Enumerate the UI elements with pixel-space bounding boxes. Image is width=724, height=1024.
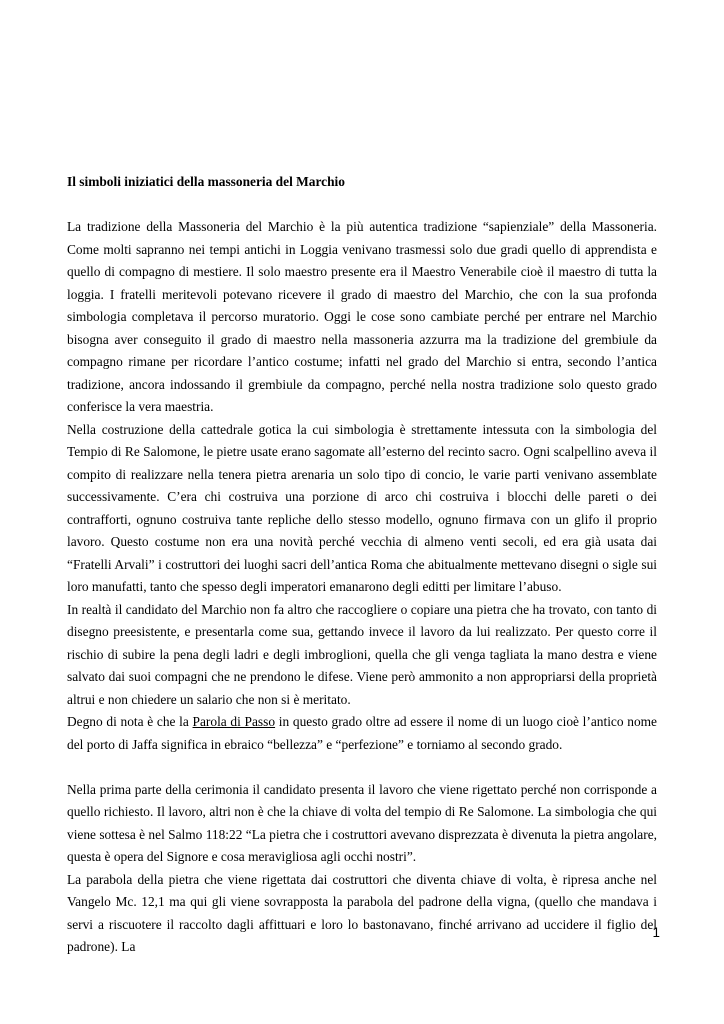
parola-di-passo-link[interactable]: Parola di Passo: [192, 714, 276, 729]
paragraph-3: In realtà il candidato del Marchio non fa altro che raccogliere o copiare una pietra che ha trovato, con tanto di disegno preesistente, e presentarla come sua, gettando invece il lavoro da lui realizzato. Per questo corre il rischio di subire la pena degli ladri e degli imbroglioni, quella che gli venga tagliata la mano destra e viene salvato dai suoi compagni che ne prendono le difese. Viene però ammonito a non appropriarsi della proprietà altrui e non chiedere un salario che non si è meritato.: [67, 601, 657, 707]
paragraph-5: Nella prima parte della cerimonia il candidato presenta il lavoro che viene rigettato perché non corrisponde a quello richiesto. Il lavoro, altri non è che la chiave di volta del tempio di Re Salomone. La simbologia che qui viene sottesa è nel Salmo 118:22 “La pietra che i costruttori avevano disprezzata è divenuta la pietra angolare, questa è opera del Signore e cosa meravigliosa agli occhi nostri”.: [67, 781, 657, 864]
paragraph-6: La parabola della pietra che viene rigettata dai costruttori che diventa chiave di volta, è ripresa anche nel Vangelo Mc. 12,1 ma qui gli viene sovrapposta la parabola del padrone della vigna, (quello che mandava i servi a riscuotere il raccolto dagli affittuari e loro lo bastonavano, finché arrivano ad uccidere il figlio del padrone). La: [67, 871, 657, 954]
paragraph-gap: [67, 756, 657, 779]
paragraph-2: Nella costruzione della cattedrale gotica la cui simbologia è strettamente intessuta con la simbologia del Tempio di Re Salomone, le pietre usate erano sagomate all’esterno del recinto sacro. Ogni scalpellino aveva il compito di realizzare nella tenera pietra arenaria un solo tipo di concio, le varie parti venivano assemblate successivamente. C’era chi costruiva una porzione di arco chi costruiva i blocchi delle pareti o dei contrafforti, ognuno costruiva tante repliche dello stesso modello, ognuno firmava con un glifo il proprio lavoro. Questo costume non era una novità perché vecchia di almeno venti secoli, ed era già usata dai “Fratelli Arvali” i costruttori dei luoghi sacri dell’antica Roma che abitualmente mettevano disegni o sigle sui loro manufatti, tanto che spesso degli imperatori emanarono degli editti per limitare l’abuso.: [67, 421, 657, 594]
document-title: Il simboli iniziatici della massoneria del Marchio: [67, 174, 345, 189]
paragraph-4: [67, 711, 657, 756]
document-body: [67, 171, 657, 959]
page-number: 1: [652, 925, 660, 940]
paragraph-1: La tradizione della Massoneria del Marchio è la più autentica tradizione “sapienziale” della Massoneria. Come molti sapranno nei tempi antichi in Loggia venivano trasmessi solo due gradi quello di apprendista e quello di compagno di mestiere. Il solo maestro presente era il Maestro Venerabile cioè il maestro di tutta la loggia. I fratelli meritevoli potevano ricevere il grado di maestro del Marchio, che con la sua profonda simbologia completava il percorso muratorio. Oggi le cose sono cambiate perché per entrare nel Marchio bisogna aver conseguito il grado di maestro nella massoneria azzurra ma la tradizione del grembiule da compagno rimane per ricordare l’antico costume; infatti nel grado del Marchio si entra, secondo l’antica tradizione, ancora indossando il grembiule da compagno, perché nella nostra tradizione solo questo grado conferisce la vera maestria.: [67, 219, 657, 414]
paragraph-4-after: in questo grado oltre ad essere il nome di un luogo cioè l’antico nome del porto di Jaffa significa in ebraico “bellezza” e “perfezione” e torniamo al secondo grado.: [67, 714, 657, 752]
paragraph-4-before: Degno di nota è che la: [67, 714, 193, 729]
